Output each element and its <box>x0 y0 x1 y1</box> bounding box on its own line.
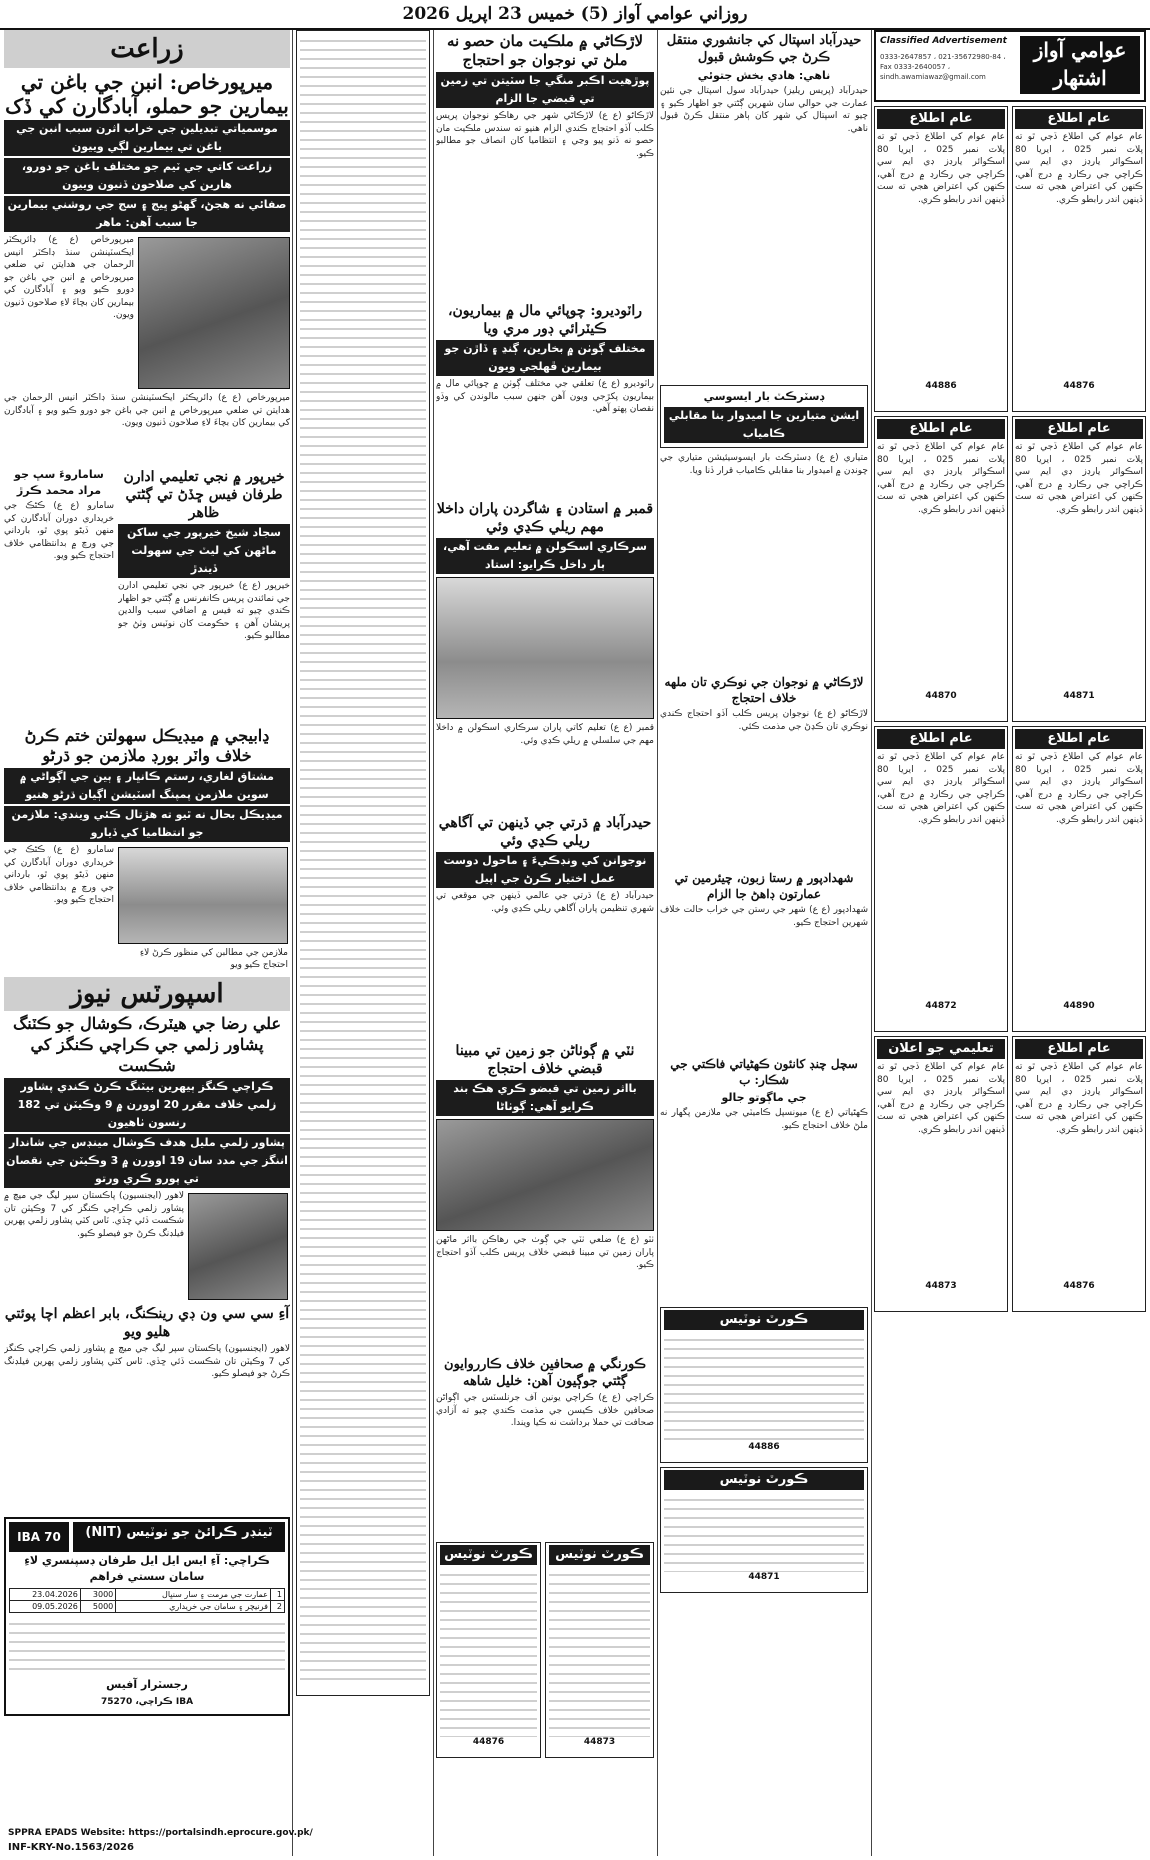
korangi-body: ڪراچي (ع ع) ڪراچي يونين آف جرنلسٽس جي اڳواڻن صحافين خلاف ڪيسن جي مذمت ڪندي چيو ته آزادي صحافت تي حملا برداشت نه ڪيا ويندا. <box>436 1393 654 1428</box>
column-left <box>4 30 290 1856</box>
classified-ad <box>1012 726 1146 1032</box>
ad-ref: 44872 <box>925 1001 957 1011</box>
thatta-headline: ٺٽي ۾ ڳوٺاڻن جو زمين تي مبينا قبضي خلاف احتجاج <box>455 1043 635 1077</box>
edu-body: خيرپور (ع ع) خيرپور جي نجي تعليمي ادارن جي نمائندن پريس ڪانفرنس ۾ ڳڻتي جو اظهار ڪندي چيو ته فيس ۾ اضافي سبب والدين پريشان آهن ۽ حڪومت کان نوٽيس وٺڻ جو مطالبو ڪيو. <box>118 581 290 641</box>
column-classifieds <box>874 30 1146 1856</box>
ad-ref: 44876 <box>1063 381 1095 391</box>
shahdadpur-headline: شهدادپور ۾ رستا زبون، چيئرمين تي عمارتون ڊاهڻ جا الزام <box>674 871 854 901</box>
ad-ref: 44873 <box>925 1281 957 1291</box>
land-body: لاڙڪاڻو (ع ع) لاڙڪاڻي شهر جي رهاڪو نوجوان پريس ڪلب آڏو احتجاج ڪندي الزام هنيو ته سندس ملڪيت مان حصو نه ڏنو پيو وڃي ۽ انتظاميا کان انصاف جو مطالبو ڪيو. <box>436 111 654 159</box>
ratodero-strap: مختلف ڳوٺن ۾ بخارين، ڳنڍ ۽ ڏاڙن جو بيمارين ڦهلجي ويون <box>436 340 654 376</box>
dabheji-body: سامارو (ع ع) ڪڻڪ جي خريداري دوران آبادگارن کي منهن ڏيڻو پوي ٿو، بارداني جي ورڇ ۾ بدانتظامي خلاف احتجاج ڪيو ويو. <box>4 845 114 905</box>
logo-name <box>1020 36 1140 94</box>
ad-title: عام اطلاع <box>877 419 1005 439</box>
notice-text-lines <box>664 1492 864 1572</box>
ad-body: عام عوام کي اطلاع ڏجي ٿو ته پلاٽ نمبر 025 ، ايريا 80 اسڪوائر يارڊز ڊي ايم سي ڪراچي جي رڪارڊ ۾ درج آهي، ڪنهن کي اعتراض هجي ته ست ڏينهن اندر رابطو ڪري. <box>877 442 1005 515</box>
table-cell: عمارت جي مرمت ۽ سار سنڀال <box>116 1589 271 1601</box>
qambar-headline: قمبر ۾ استادن ۽ شاگردن پاران داخلا مهم ريلي ڪڍي وئي <box>436 501 654 535</box>
notice-text-lines <box>440 1567 537 1737</box>
ad-body: عام عوام کي اطلاع ڏجي ٿو ته پلاٽ نمبر 025 ، ايريا 80 اسڪوائر يارڊز ڊي ايم سي ڪراچي جي رڪارڊ ۾ درج آهي، ڪنهن کي اعتراض هجي ته ست ڏينهن اندر رابطو ڪري. <box>1015 132 1143 205</box>
hospital-sub: ناهي: هادي بخش جتوئي <box>697 69 831 82</box>
sports-body: لاهور (ايجنسيون) پاڪستان سپر ليگ جي ميچ ۾ پشاور زلمي ڪراچي ڪنگز کي 7 وڪيٽن تان شڪست ڏئي ڇڏي. ٽاس کٽي پشاور زلمي پهرين فيلڊنگ ڪرڻ جو فيصلو ڪيو. <box>4 1191 184 1239</box>
table-cell: 09.05.2026 <box>10 1601 81 1613</box>
ad-body: عام عوام کي اطلاع ڏجي ٿو ته پلاٽ نمبر 025 ، ايريا 80 اسڪوائر يارڊز ڊي ايم سي ڪراچي جي رڪارڊ ۾ درج آهي، ڪنهن کي اعتراض هجي ته ست ڏينهن اندر رابطو ڪري. <box>1015 752 1143 825</box>
classified-ad <box>1012 1036 1146 1312</box>
court-notice-box <box>436 1542 541 1758</box>
newspaper-masthead: روزاني عوامي آواز (5) خميس 23 اپريل 2026 <box>0 0 1150 30</box>
sports-strap: ڪراچي ڪنگز ٻيهرين بيٽنگ ڪرڻ ڪندي پشاور زلمي خلاف مقرر 20 اوورن ۾ 9 وڪيٽن تي 182 رنسون ٺاهيون <box>4 1078 290 1132</box>
table-cell: فرنيچر ۽ سامان جي خريداري <box>116 1601 271 1613</box>
court-notices-panel <box>296 30 430 1696</box>
court-notice-title: ڪورٽ نوٽيس <box>664 1310 864 1330</box>
tender-title: ٽينڊر ڪرائڻ جو نوٽيس (NIT) <box>73 1522 285 1552</box>
classified-logo <box>874 30 1146 102</box>
district-sub: ايشن متيارين جا اميدوار بنا مقابلي ڪامياب <box>664 407 864 443</box>
district-body: متياري (ع ع) ڊسٽرڪٽ بار ايسوسيئيشن متياري جي چونڊن ۾ اميدوار بنا مقابلي ڪامياب قرار ڏنا ويا. <box>660 453 868 476</box>
table-cell: 1 <box>270 1589 284 1601</box>
notice-text-lines <box>664 1332 864 1442</box>
table-cell: 23.04.2026 <box>10 1589 81 1601</box>
ad-ref: 44890 <box>1063 1001 1095 1011</box>
larkana-headline: لاڙڪاڻي ۾ نوجوان جي نوڪري تان ملهه خلاف احتجاج <box>664 675 864 705</box>
ad-title: عام اطلاع <box>877 109 1005 129</box>
korangi-headline: ڪورنگي ۾ صحافين خلاف ڪارروايون ڳڻتي جوڳيون آهن: خليل شاهه <box>444 1357 646 1389</box>
ad-title: عام اطلاع <box>1015 109 1143 129</box>
court-notice-title: ڪورٽ نوٽيس <box>664 1470 864 1490</box>
registrar: رجسٽرار آفيس <box>106 1678 188 1691</box>
column-rule <box>657 30 658 1856</box>
ad-title: عام اطلاع <box>1015 1039 1143 1059</box>
district-bar-box <box>660 385 868 448</box>
logo-sub-text: اشتهار <box>1053 66 1107 90</box>
dabheji-photo <box>118 847 288 944</box>
ad-ref: 44871 <box>1063 691 1095 701</box>
agri-strap: موسمياتي تبديلين جي خراب اثرن سبب انبن جي باغن تي بيمارين لڳي وييون <box>4 120 290 156</box>
classified-ad <box>1012 416 1146 722</box>
ad-ref: 44873 <box>583 1737 616 1747</box>
court-notice-box <box>660 1307 868 1463</box>
ad-ref: 44886 <box>925 381 957 391</box>
agriculture-banner: زراعت <box>4 30 290 68</box>
thatta-body: ٺٽو (ع ع) ضلعي ٺٽي جي ڳوٺ جي رهاڪن بااثر ماڻهن پاران زمين تي مبينا قبضي خلاف پريس ڪلب آڏو احتجاج ڪيو. <box>436 1235 654 1270</box>
icc-headline: آءِ سي سي ون ڊي رينڪنگ، بابر اعظم اچا پوئتي هليو ويو <box>4 1306 290 1340</box>
ad-ref: 44871 <box>748 1572 780 1582</box>
hyd-headline: حيدرآباد ۾ ڌرتي جي ڏينهن تي آگاهي ريلي ڪڍي وئي <box>438 815 652 849</box>
classified-ad <box>874 726 1008 1032</box>
agri-body: ميرپورخاص (ع ع) ڊائريڪٽر ايڪسٽينشن سنڌ ڊاڪٽر انيس الرحمان جي هدايتن تي ضلعي ميرپورخاص ۾ انبن جي باغن جو دورو ڪيو ويو ۽ آبادگارن کي بيمارين کان بچاءَ لاءِ صلاحون ڏنيون ويون. <box>4 235 134 320</box>
agri-headline: ميرپورخاص: انبن جي باغن تي بيمارين جو حملو، آبادگارن کي ڏک <box>5 70 289 118</box>
table-cell: 3000 <box>80 1589 115 1601</box>
dabheji-headline: ڍابيجي ۾ ميڊيڪل سهولتن ختم ڪرڻ خلاف واٽر بورڊ ملازمن جو ڌرڻو <box>24 726 270 765</box>
icc-body: لاهور (ايجنسيون) پاڪستان سپر ليگ جي ميچ ۾ پشاور زلمي ڪراچي ڪنگز کي 7 وڪيٽن تان شڪست ڏئي ڇڏي. ٽاس کٽي پشاور زلمي پهرين فيلڊنگ ڪرڻ جو فيصلو ڪيو. <box>4 1344 290 1379</box>
column-center <box>436 30 654 1856</box>
ad-body: عام عوام کي اطلاع ڏجي ٿو ته پلاٽ نمبر 025 ، ايريا 80 اسڪوائر يارڊز ڊي ايم سي ڪراچي جي رڪارڊ ۾ درج آهي، ڪنهن کي اعتراض هجي ته ست ڏينهن اندر رابطو ڪري. <box>877 132 1005 205</box>
ratodero-body: راٽوديرو (ع ع) تعلقي جي مختلف ڳوٺن ۾ چوپائي مال ۾ بيماريون پکڙجي ويون آهن جنهن سبب مالوندن کي وڏو نقصان پهتو آهي. <box>436 379 654 414</box>
agri-photo <box>138 237 290 389</box>
agri-strap: صفائي نه هجڻ، گهڻو ڀيج ۽ سج جي روشني بيمارين جا سبب آهن: ماهر <box>4 196 290 232</box>
edu-headline: خيرپور ۾ نجي تعليمي ادارن طرفان فيس ڇڏڻ تي ڳڻتي ظاهر <box>123 469 285 521</box>
ad-body: عام عوام کي اطلاع ڏجي ٿو ته پلاٽ نمبر 025 ، ايريا 80 اسڪوائر يارڊز ڊي ايم سي ڪراچي جي رڪارڊ ۾ درج آهي، ڪنهن کي اعتراض هجي ته ست ڏينهن اندر رابطو ڪري. <box>877 752 1005 825</box>
classified-ad <box>874 416 1008 722</box>
logo-name-text: عوامي آواز <box>1033 38 1127 62</box>
ad-ref: 44876 <box>1063 1281 1095 1291</box>
tender-table <box>9 1588 285 1613</box>
logo-english: Classified Advertisement <box>880 36 1007 46</box>
court-notice-title: ڪورٽ نوٽيس <box>549 1545 650 1565</box>
ad-title: عام اطلاع <box>1015 419 1143 439</box>
court-notice-title: ڪورٽ نوٽيس <box>440 1545 537 1565</box>
table-row <box>10 1589 285 1601</box>
classified-ad <box>874 1036 1008 1312</box>
shahdadpur-body: شهدادپور (ع ع) شهر جي رستن جي خراب حالت خلاف شهرين احتجاج ڪيو. <box>660 905 868 928</box>
hospital-body: حيدرآباد (پريس ريليز) حيدرآباد سول اسپتال جي نئين عمارت جي حوالي سان شهرين ڳڻتي جو اظهار ڪيو ۽ چيو ته اسپتال کي شهر کان ٻاهر منتقل ڪرڻ قبول ناهي. <box>660 86 868 134</box>
sachal-headline: سچل چنڊ کانئون ڪهڻياتي فاڪتي جي شڪار: ب <box>670 1057 858 1087</box>
cricketer-photo <box>188 1193 288 1300</box>
land-strap: پوڙهيت اڪبر منگي جا سٽيتن تي زمين تي قبضي جا الزام <box>436 72 654 108</box>
table-cell: 5000 <box>80 1601 115 1613</box>
larkana-body: لاڙڪاڻو (ع ع) نوجوان پريس ڪلب آڏو احتجاج ڪندي نوڪري تان ڪڍڻ جي مذمت ڪئي. <box>660 709 868 732</box>
sports-strap: پشاور زلمي مليل هدف ڪوشال مينڊس جي شاندار اننگز جي مدد سان 19 اوورن ۾ 3 وڪيٽن جي نقصان تي پورو ڪري ورتو <box>4 1134 290 1188</box>
villagers-photo <box>436 1119 654 1231</box>
qambar-strap: سرڪاري اسڪولن ۾ تعليم مفت آهي، ٻار داخل ڪرايو: استاد <box>436 538 654 574</box>
land-headline: لاڙڪاڻي ۾ ملڪيت مان حصو نه ملڻ تي نوجوان جو احتجاج <box>446 32 644 69</box>
classified-ad <box>874 106 1008 412</box>
edu-strap: سجاد شيخ خيرپور جي ساکن ماڻهن کي ليٽ جي سهولت ڏيندڙ <box>118 524 290 578</box>
sports-headline: علي رضا جي هيٽرڪ، ڪوشال جو ڪٽنگ پشاور زلمي جي ڪراچي ڪنگز کي شڪست <box>12 1014 282 1075</box>
tender-body-lines <box>9 1616 285 1676</box>
qambar-body: قمبر (ع ع) تعليم کاتي پاران سرڪاري اسڪولن ۾ داخلا مهم جي سلسلي ۾ ريلي ڪڍي وئي. <box>436 723 654 746</box>
district-title: ڊسٽرڪٽ بار ايسوسي <box>703 390 825 403</box>
sports-banner: اسپورٽس نيوز <box>4 977 290 1011</box>
tender-side-title: ڪراچي: آءِ ايس ايل ايل طرفان ڊسپنسري لاءِ سامان سستي فراهم <box>24 1554 270 1583</box>
agri-body: ميرپورخاص (ع ع) ڊائريڪٽر ايڪسٽينشن سنڌ ڊاڪٽر انيس الرحمان جي هدايتن تي ضلعي ميرپورخاص ۾ انبن جي باغن جو دورو ڪيو ويو ۽ آبادگارن کي بيمارين کان بچاءَ لاءِ صلاحون ڏنيون ويون. <box>4 393 290 428</box>
notice-text-lines <box>300 33 426 1683</box>
cloth-body: سامارو (ع ع) ڪڻڪ جي خريداري دوران آبادگارن کي منهن ڏيڻو پوي ٿو، بارداني جي ورڇ ۾ بدانتظامي خلاف احتجاج ڪيو ويو. <box>4 501 114 561</box>
column-rule <box>871 30 872 1856</box>
dabheji-strap: مشتاق لغاري، رستم ڪانڀار ۽ ٻين جي اڳواڻي ۾ سوين ملازمن پمپنگ اسٽيشن اڳيان ڌرڻو هنيو <box>4 768 290 804</box>
sachal-sub: جي ماڳوتو جالو <box>721 1091 807 1104</box>
ad-ref: 44886 <box>748 1442 780 1452</box>
column-rule <box>292 30 293 1856</box>
hospital-headline: حيدرآباد اسپتال کي جانشوري منتقل ڪرڻ جي ڪوشش قبول <box>666 33 862 65</box>
ad-ref: 44876 <box>472 1737 505 1747</box>
ad-body: عام عوام کي اطلاع ڏجي ٿو ته پلاٽ نمبر 025 ، ايريا 80 اسڪوائر يارڊز ڊي ايم سي ڪراچي جي رڪارڊ ۾ درج آهي، ڪنهن کي اعتراض هجي ته ست ڏينهن اندر رابطو ڪري. <box>1015 1062 1143 1135</box>
rally-photo <box>436 577 654 719</box>
column-rule <box>433 30 434 1856</box>
ad-body: عام عوام کي اطلاع ڏجي ٿو ته پلاٽ نمبر 025 ، ايريا 80 اسڪوائر يارڊز ڊي ايم سي ڪراچي جي رڪارڊ ۾ درج آهي، ڪنهن کي اعتراض هجي ته ست ڏينهن اندر رابطو ڪري. <box>877 1062 1005 1135</box>
column-right-news <box>660 30 868 1856</box>
registrar-address: IBA ڪراچي، 75270 <box>100 1697 194 1707</box>
classified-grid <box>874 106 1146 1312</box>
dabheji-strap: ميڊيڪل بحال نه ٿيو ته هڙتال ڪئي ويندي: ملازمن جو انتظاميا کي ڏيارو <box>4 806 290 842</box>
cloth-headline: ساماروءَ سڀ جو مراد محمد ڪرڙ <box>14 468 104 497</box>
hyd-strap: نوجوانن کي ونڊڪيءَ ۽ ماحول دوست عمل اختيار ڪرڻ جي اپيل <box>436 852 654 888</box>
tender-notice <box>4 1517 290 1716</box>
ad-title: عام اطلاع <box>877 729 1005 749</box>
contact-info: 0333-2647857 ، 021-35672980-84 ، Fax 0333-2640057 ، sindh.awamiawaz@gmail.com <box>880 53 1006 81</box>
table-cell: 2 <box>270 1601 284 1613</box>
column-court <box>296 30 430 1856</box>
ad-title: عام اطلاع <box>1015 729 1143 749</box>
ad-body: عام عوام کي اطلاع ڏجي ٿو ته پلاٽ نمبر 025 ، ايريا 80 اسڪوائر يارڊز ڊي ايم سي ڪراچي جي رڪارڊ ۾ درج آهي، ڪنهن کي اعتراض هجي ته ست ڏينهن اندر رابطو ڪري. <box>1015 442 1143 515</box>
iba-logo: IBA 70 <box>9 1522 69 1552</box>
sachal-body: ڪهڻياتي (ع ع) ميونسپل ڪاميٽي جي ملازمن پگهار نه ملڻ خلاف احتجاج ڪيو. <box>660 1108 868 1131</box>
ad-title: تعليمي جو اعلان <box>877 1039 1005 1059</box>
notice-text-lines <box>549 1567 650 1737</box>
court-notice-box <box>660 1467 868 1593</box>
ad-ref: 44870 <box>925 691 957 701</box>
footer-ref: INF-KRY-No.1563/2026 <box>8 1842 134 1853</box>
dabheji-caption: ملازمن جي مطالبن کي منظور ڪرڻ لاءِ احتجاج ڪيو ويو <box>139 948 288 970</box>
agri-strap: زراعت کاتي جي ٽيم جو مختلف باغن جو دورو، هارين کي صلاحون ڏنيون وييون <box>4 158 290 194</box>
ratodero-headline: راٽوديرو: چوپائي مال ۾ بيماريون، ڪيٽرائي ڊور مري ويا <box>448 303 642 337</box>
classified-ad <box>1012 106 1146 412</box>
hyd-body: حيدرآباد (ع ع) ڌرتي جي عالمي ڏينهن جي موقعي تي شهري تنظيمن پاران آگاهي ريلي ڪڍي وئي. <box>436 891 654 914</box>
footer-portal: SPPRA EPADS Website: https://portalsindh.eprocure.gov.pk/ <box>8 1828 313 1838</box>
table-row <box>10 1601 285 1613</box>
thatta-strap: بااثر زمين تي قبضو ڪري هڪ بند ڪرايو آهي: ڳوٺاڻا <box>436 1080 654 1116</box>
court-notice-box <box>545 1542 654 1758</box>
